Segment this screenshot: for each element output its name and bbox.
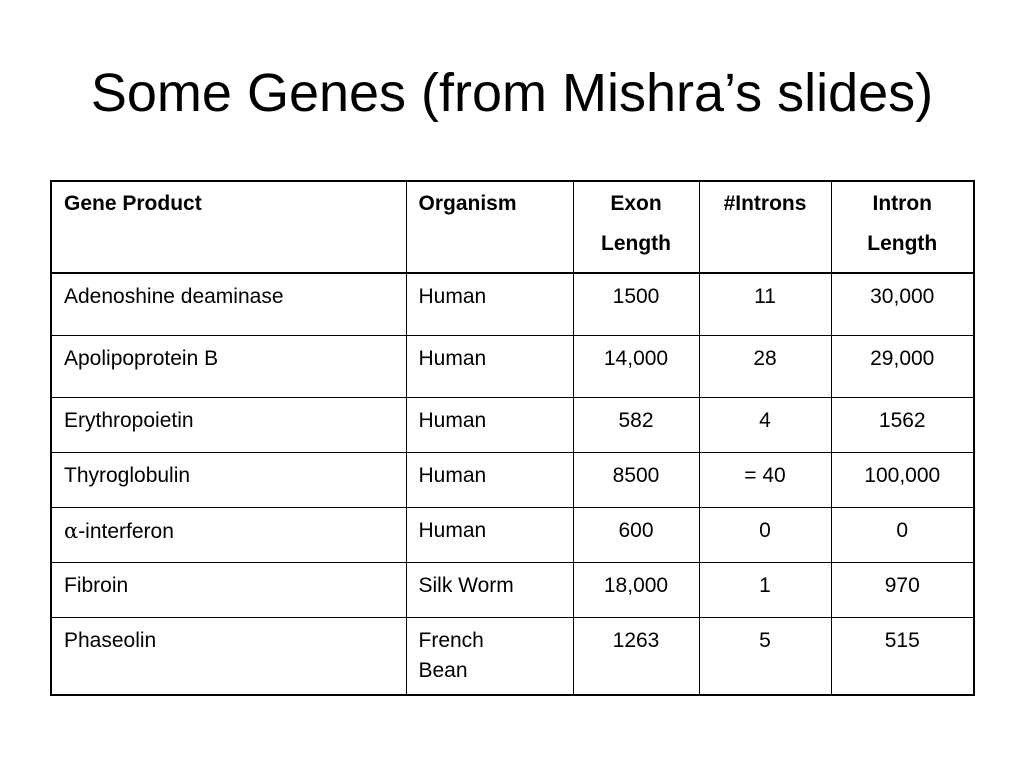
cell-exon-length: 14,000 <box>573 335 699 397</box>
header-exon-length-line1: Exon <box>610 192 662 215</box>
cell-organism: Human <box>406 397 573 452</box>
cell-num-introns: 11 <box>699 273 831 335</box>
cell-num-introns: = 40 <box>699 452 831 507</box>
table-header-row <box>51 181 974 273</box>
table-row <box>51 562 974 617</box>
cell-gene-product: Thyroglobulin <box>51 452 406 507</box>
header-gene-product <box>51 181 406 273</box>
cell-gene-product: Erythropoietin <box>51 397 406 452</box>
cell-num-introns: 28 <box>699 335 831 397</box>
cell-exon-length: 600 <box>573 507 699 562</box>
cell-organism: Human <box>406 452 573 507</box>
cell-exon-length: 1263 <box>573 617 699 695</box>
cell-exon-length: 18,000 <box>573 562 699 617</box>
table-row <box>51 507 974 562</box>
header-organism <box>406 181 573 273</box>
cell-intron-length: 515 <box>831 617 974 695</box>
cell-intron-length: 1562 <box>831 397 974 452</box>
cell-organism-line1: French <box>418 628 484 652</box>
header-intron-length <box>831 181 974 273</box>
cell-exon-length: 1500 <box>573 273 699 335</box>
cell-organism: Human <box>406 273 573 335</box>
cell-gene-product: Apolipoprotein B <box>51 335 406 397</box>
cell-num-introns: 5 <box>699 617 831 695</box>
header-exon-length-line2: Length <box>601 232 671 255</box>
header-gene-product-label: Gene Product <box>64 192 202 215</box>
cell-gene-product-text: -interferon <box>78 519 174 543</box>
cell-organism <box>406 617 573 695</box>
slide-title: Some Genes (from Mishra’s slides) <box>90 63 934 123</box>
cell-gene-product: Adenoshine deaminase <box>51 273 406 335</box>
header-num-introns-label: #Introns <box>723 192 807 215</box>
cell-intron-length: 0 <box>831 507 974 562</box>
cell-organism: Silk Worm <box>406 562 573 617</box>
cell-intron-length: 30,000 <box>831 273 974 335</box>
table-row <box>51 452 974 507</box>
header-num-introns <box>699 181 831 273</box>
cell-gene-product <box>51 507 406 562</box>
table-row <box>51 335 974 397</box>
cell-exon-length: 8500 <box>573 452 699 507</box>
header-organism-label: Organism <box>418 192 517 215</box>
cell-organism: Human <box>406 507 573 562</box>
cell-organism: Human <box>406 335 573 397</box>
table-row <box>51 397 974 452</box>
genes-table <box>50 180 975 696</box>
cell-gene-product: Phaseolin <box>51 617 406 695</box>
cell-num-introns: 1 <box>699 562 831 617</box>
cell-intron-length: 29,000 <box>831 335 974 397</box>
table-row <box>51 273 974 335</box>
header-intron-length-line1: Intron <box>872 192 932 215</box>
table-row <box>51 617 974 695</box>
cell-exon-length: 582 <box>573 397 699 452</box>
header-intron-length-line2: Length <box>867 232 938 255</box>
cell-organism-line2: Bean <box>418 658 468 682</box>
cell-intron-length: 100,000 <box>831 452 974 507</box>
cell-intron-length: 970 <box>831 562 974 617</box>
alpha-symbol: α <box>64 518 79 543</box>
cell-num-introns: 4 <box>699 397 831 452</box>
cell-gene-product: Fibroin <box>51 562 406 617</box>
header-exon-length <box>573 181 699 273</box>
cell-num-introns: 0 <box>699 507 831 562</box>
